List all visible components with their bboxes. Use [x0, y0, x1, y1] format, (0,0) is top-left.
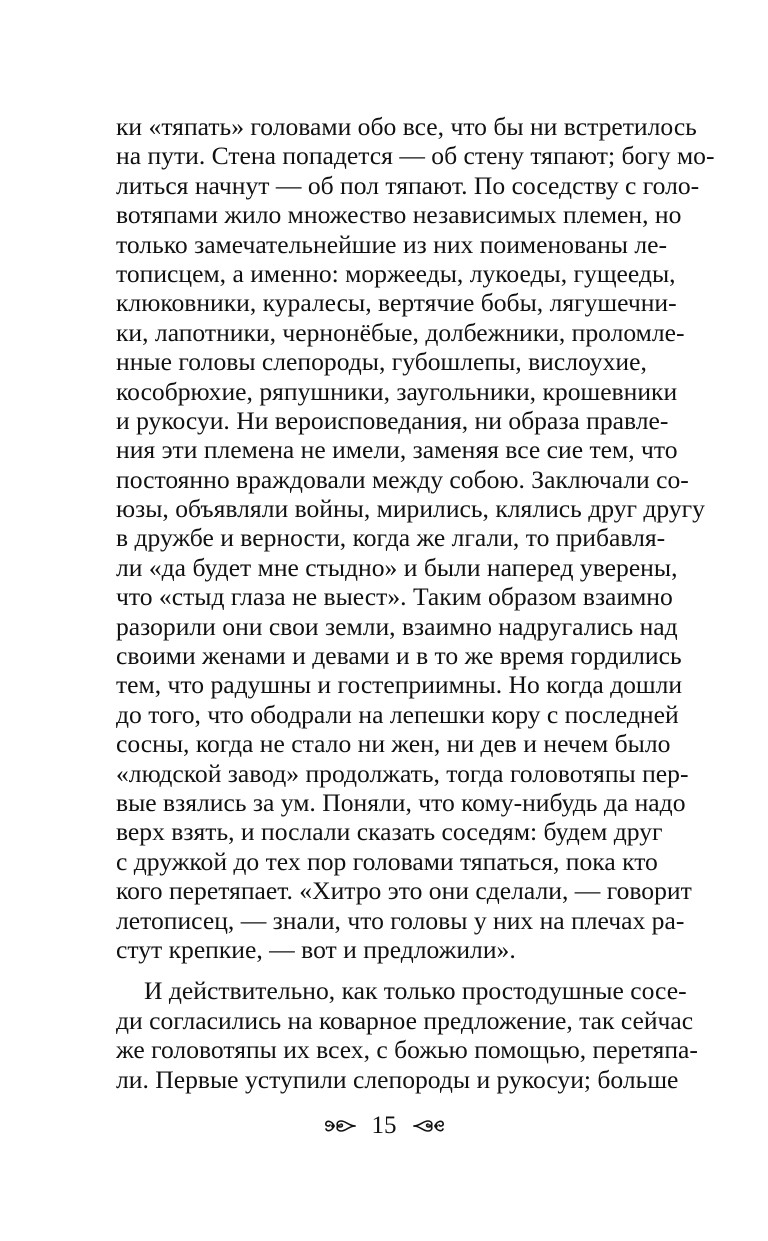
text-line: и рукосуи. Ни вероисповедания, ни образа правле-	[116, 405, 669, 435]
text-line: верх взять, и послали сказать соседям: будем друг	[116, 817, 663, 847]
paragraph-spacer	[116, 964, 634, 976]
text-line: только замечательнейшие из них поименованы ле-	[116, 229, 668, 259]
paragraph-1	[116, 112, 715, 964]
text-line: ния эти племена не имели, заменяя все сие тем, что	[116, 435, 678, 465]
text-line: клюковники, куралесы, вертячие бобы, лягушечни-	[116, 288, 677, 318]
text-line: с дружкой до тех пор головами тяпаться, пока кто	[116, 846, 658, 876]
text-line: разорили они свои земли, взаимно надругались над	[116, 611, 678, 641]
text-line: литься начнут — об пол тяпают. По соседству с голо-	[116, 170, 700, 200]
text-line: своими женами и девами и в то же время гордились	[116, 641, 682, 671]
floral-ornament-left-icon	[324, 1115, 358, 1137]
page-footer	[0, 1108, 768, 1144]
text-line: тописцем, а именно: моржееды, лукоеды, гущееды,	[116, 258, 676, 288]
text-line: ки «тяпать» головами обо все, что бы ни встретилось	[116, 112, 697, 141]
text-line: стут крепкие, — вот и предложили».	[116, 934, 516, 964]
text-line: юзы, объявляли войны, мирились, клялись друг другу	[116, 494, 705, 524]
text-line: до того, что ободрали на лепешки кору с последней	[116, 699, 679, 729]
body-text	[116, 112, 715, 1094]
text-line: И действительно, как только простодушные сосе-	[144, 976, 687, 1006]
text-line: кого перетяпает. «Хитро это они сделали, — говорит	[116, 876, 692, 906]
text-line: же головотяпы их всех, с божью помощью, перетяпа-	[116, 1035, 698, 1065]
text-line: на пути. Стена попадется — об стену тяпают; богу мо-	[116, 141, 715, 171]
text-line: сосны, когда не стало ни жен, ни дев и нечем было	[116, 729, 671, 759]
text-line: ли «да будет мне стыдно» и были наперед уверены,	[116, 552, 678, 582]
text-line: «людской завод» продолжать, тогда головотяпы пер-	[116, 758, 689, 788]
text-line: ди согласились на коварное предложение, так сейчас	[116, 1005, 694, 1035]
text-line: что «стыд глаза не выест». Таким образом взаимно	[116, 582, 673, 612]
paragraph-2	[116, 976, 698, 1094]
floral-ornament-right-icon	[411, 1115, 445, 1137]
text-line: вотяпами жило множество независимых племен, но	[116, 200, 682, 230]
text-line: ки, лапотники, чернонёбые, долбежники, проломле-	[116, 317, 685, 347]
text-line: тем, что радушны и гостеприимны. Но когда дошли	[116, 670, 683, 700]
text-line: в дружбе и верности, когда же лгали, то прибавля-	[116, 523, 666, 553]
text-line: ли. Первые уступили слепороды и рукосуи; больше	[116, 1064, 679, 1094]
text-line: нные головы слепороды, губошлепы, вислоухие,	[116, 347, 647, 377]
text-line: кособрюхие, ряпушники, заугольники, крошевники	[116, 376, 678, 406]
page-number: 15	[371, 1112, 397, 1139]
text-line: вые взялись за ум. Поняли, что кому-нибудь да надо	[116, 787, 686, 817]
text-line: постоянно враждовали между собою. Заключали со-	[116, 464, 689, 494]
text-line: летописец, — знали, что головы у них на плечах ра-	[116, 905, 685, 935]
